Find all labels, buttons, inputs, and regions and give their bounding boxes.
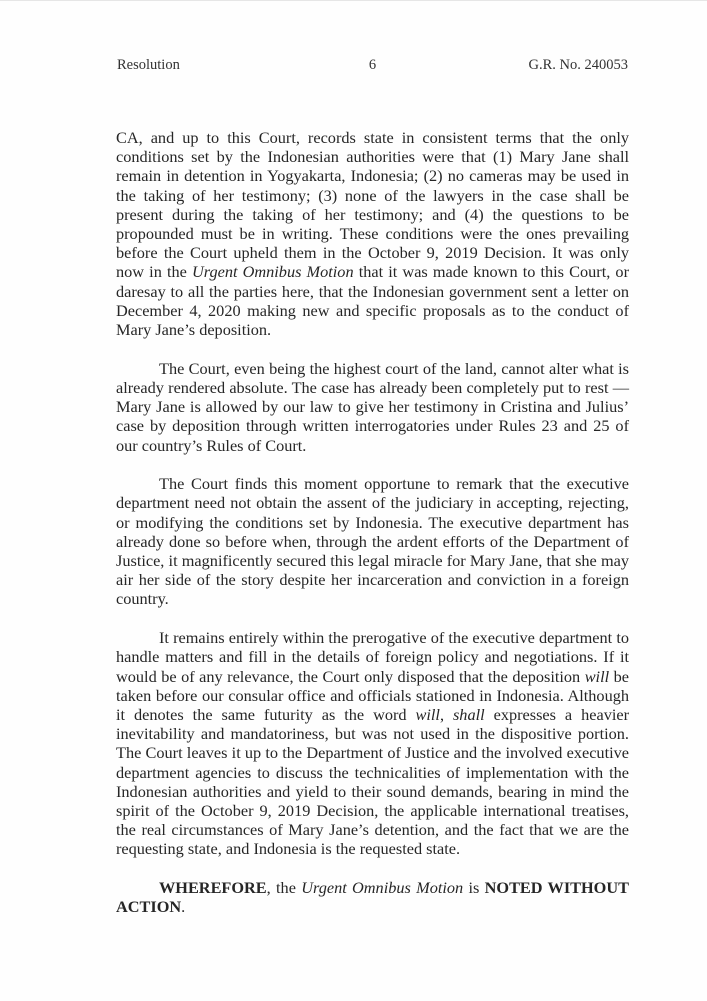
text-run: is bbox=[463, 878, 485, 898]
page-top-border bbox=[0, 0, 707, 1]
italic-text: will bbox=[415, 704, 440, 724]
document-body bbox=[116, 128, 629, 936]
bold-text: WHEREFORE bbox=[159, 878, 267, 898]
text-run: , bbox=[439, 704, 453, 724]
paragraph-absolute-ruling bbox=[116, 359, 629, 455]
italic-text: will bbox=[584, 666, 610, 686]
text-run: . bbox=[181, 897, 186, 917]
paragraph-executive-prerogative bbox=[116, 628, 629, 858]
text-run: expresses a heavier inevitability and mandatoriness, but was not used in the dispositive portion. The Court leaves it up to the Department of Justice and the involved executive department agencies to discuss the technicalities of implementation with the Indonesian authorities and yield to their sound demands, bearing in mind the spirit of the October 9, 2019 Decision, the applicable international treatises, the real circumstances of Mary Jane’s detention, and the fact that we are the requesting state, and Indonesia is the requested state. bbox=[116, 704, 630, 859]
text-run: , the bbox=[266, 878, 302, 898]
italic-text: Urgent Omnibus Motion bbox=[301, 878, 464, 898]
paragraph-dispositive bbox=[116, 878, 629, 916]
text-run: The Court finds this moment opportune to remark that the executive department need not obtain the assent of the judiciary in accepting, rejecting, or modifying the conditions set by Indonesia. The executive department has already done so before when, through the ardent efforts of the Department of Justice, it magnificently secured this legal miracle for Mary Jane, that she may air her side of the story despite her incarceration and conviction in a foreign country. bbox=[116, 474, 629, 609]
italic-text: shall bbox=[452, 704, 485, 724]
text-run: be taken before our consular office and officials stationed in Indonesia. Although it denotes the same futurity as the word bbox=[116, 666, 629, 724]
italic-text: Urgent Omnibus Motion bbox=[191, 262, 354, 282]
header-case-number: G.R. No. 240053 bbox=[528, 57, 628, 73]
text-run: The Court, even being the highest court of the land, cannot alter what is already rendered absolute. The case has already been completely put to rest — Mary Jane is allowed by our law to give her testimony in Cristina and Julius’ case by deposition through written interrogatories under Rules 23 and 25 of our country’s Rules of Court. bbox=[116, 358, 629, 455]
text-run: It remains entirely within the prerogative of the executive department to handle matters and fill in the details of foreign policy and negotiations. If it would be of any relevance, the Court only disposed that the deposition bbox=[116, 628, 629, 686]
paragraph-executive-assent bbox=[116, 474, 629, 608]
page-header bbox=[117, 57, 628, 77]
bold-text: NOTED WITHOUT ACTION bbox=[116, 878, 629, 917]
text-run: that it was made known to this Court, or daresay to all the parties here, that the Indonesian government sent a letter on December 4, 2020 making new and specific proposals as to the conduct of Mary Jane’s deposition. bbox=[116, 262, 629, 340]
paragraph-conditions bbox=[116, 128, 629, 339]
text-run: CA, and up to this Court, records state in consistent terms that the only conditions set by the Indonesian authorities were that (1) Mary Jane shall remain in detention in Yogyakarta, Indonesia; (2) no cameras may be used in the taking of her testimony; (3) none of the lawyers in the case shall be present during the taking of her testimony; and (4) the questions to be propounded must be in writing. These conditions were the ones prevailing before the Court upheld them in the October 9, 2019 Decision. It was only now in the bbox=[116, 128, 629, 282]
header-page-number: 6 bbox=[368, 57, 377, 73]
header-document-type: Resolution bbox=[117, 57, 180, 73]
